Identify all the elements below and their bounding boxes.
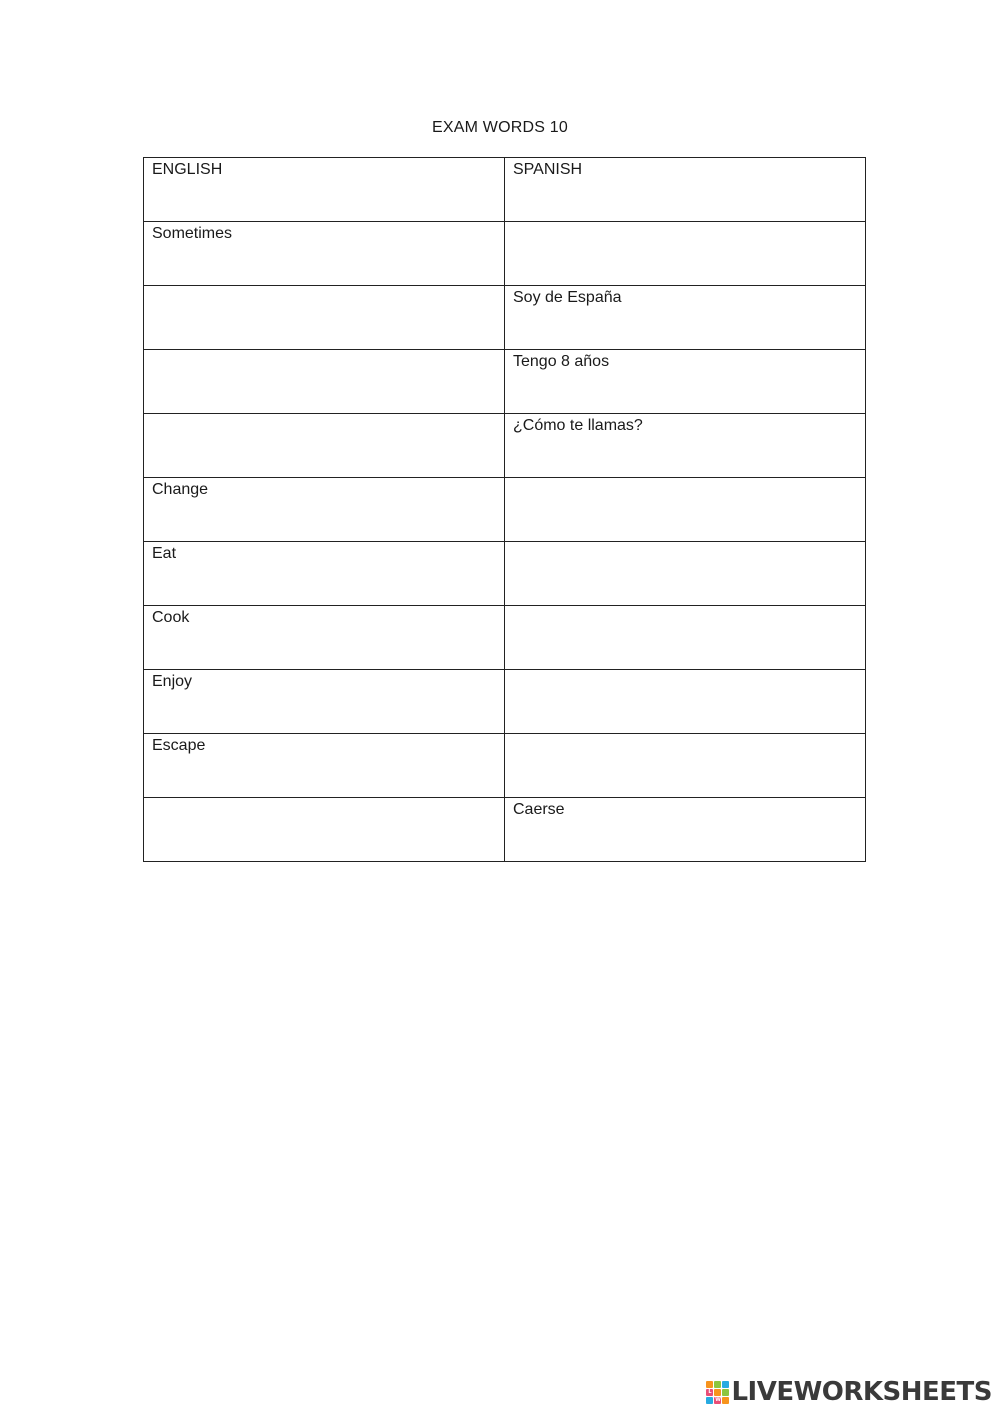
answer-input-spanish[interactable]: [513, 545, 857, 567]
answer-input-english[interactable]: [152, 289, 496, 311]
cell-spanish-word: ¿Cómo te llamas?: [505, 414, 866, 478]
logo-tile: [722, 1381, 729, 1388]
answer-input-english[interactable]: [152, 417, 496, 439]
answer-input-spanish[interactable]: [513, 673, 857, 695]
cell-english-answer[interactable]: [144, 350, 505, 414]
cell-spanish-answer[interactable]: [505, 734, 866, 798]
cell-spanish-answer[interactable]: [505, 222, 866, 286]
logo-tile: [706, 1381, 713, 1388]
cell-english-word: Enjoy: [144, 670, 505, 734]
answer-input-spanish[interactable]: [513, 225, 857, 247]
cell-spanish-answer[interactable]: [505, 478, 866, 542]
cell-english-word: Sometimes: [144, 222, 505, 286]
logo-text: LIVEWORKSHEETS: [731, 1377, 992, 1407]
table-row: [144, 222, 866, 286]
liveworksheets-logo-icon: [706, 1381, 728, 1405]
cell-english-word: Change: [144, 478, 505, 542]
cell-spanish-answer[interactable]: [505, 670, 866, 734]
cell-english-answer[interactable]: [144, 286, 505, 350]
table-row: [144, 542, 866, 606]
table-row: [144, 606, 866, 670]
liveworksheets-logo: [706, 1377, 992, 1407]
logo-tile: [714, 1389, 721, 1396]
cell-english-word: Cook: [144, 606, 505, 670]
cell-english-answer[interactable]: [144, 414, 505, 478]
logo-tile: [714, 1381, 721, 1388]
answer-input-spanish[interactable]: [513, 737, 857, 759]
cell-spanish-answer[interactable]: [505, 542, 866, 606]
cell-spanish-answer[interactable]: [505, 606, 866, 670]
table-row: [144, 478, 866, 542]
table-row: [144, 350, 866, 414]
header-spanish: SPANISH: [505, 158, 866, 222]
answer-input-spanish[interactable]: [513, 609, 857, 631]
cell-spanish-word: Soy de España: [505, 286, 866, 350]
logo-tile: [722, 1389, 729, 1396]
table-header-row: [144, 158, 866, 222]
table-row: [144, 414, 866, 478]
cell-spanish-word: Caerse: [505, 798, 866, 862]
cell-english-answer[interactable]: [144, 798, 505, 862]
logo-tile: [706, 1397, 713, 1404]
table-row: [144, 286, 866, 350]
cell-spanish-word: Tengo 8 años: [505, 350, 866, 414]
answer-input-spanish[interactable]: [513, 481, 857, 503]
table-row: [144, 798, 866, 862]
table-row: [144, 734, 866, 798]
cell-english-word: Eat: [144, 542, 505, 606]
logo-tile: [722, 1397, 729, 1404]
logo-tile: L: [708, 1388, 712, 1395]
logo-tile: W: [715, 1396, 721, 1403]
cell-english-word: Escape: [144, 734, 505, 798]
vocabulary-table: [143, 157, 866, 862]
answer-input-english[interactable]: [152, 353, 496, 375]
answer-input-english[interactable]: [152, 801, 496, 823]
table-row: [144, 670, 866, 734]
header-english: ENGLISH: [144, 158, 505, 222]
page-title: EXAM WORDS 10: [432, 119, 568, 136]
